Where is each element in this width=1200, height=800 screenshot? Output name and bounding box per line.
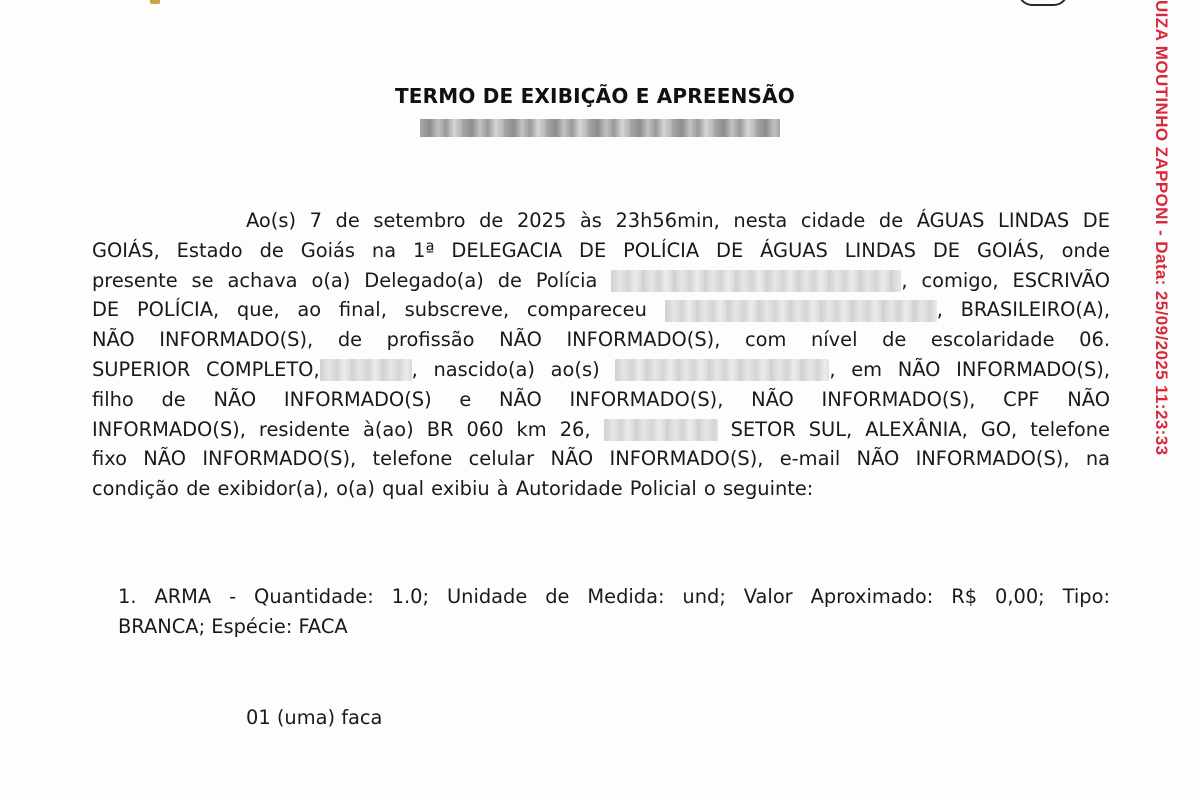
paragraph-line [92,474,1110,504]
paragraph-text: , em NÃO INFORMADO(S), [829,357,1111,381]
paragraph-line [92,206,1110,236]
paragraph-text: condição de exibidor(a), o(a) qual exibiu à Autoridade Policial o seguinte: [92,477,814,501]
item-line: BRANCA; Espécie: FACA [118,615,348,638]
paragraph-line [92,444,1110,474]
paragraph-text: , BRASILEIRO(A), [936,298,1110,322]
redacted-delegate-name [611,270,901,292]
redacted-address [604,419,718,441]
paragraph-text: fixo NÃO INFORMADO(S), telefone celular NÃO INFORMADO(S), e-mail NÃO INFORMADO(S), na [92,447,1110,471]
paragraph-line [92,385,1110,415]
signature-stamp-text: UIZA MOUTINHO ZAPPONI - Data: 25/09/2025 11:23:33 [1152,0,1171,456]
seized-item-entry [118,582,1110,642]
paragraph-text: , comigo, ESCRIVÃO [901,268,1110,292]
paragraph-text: Ao(s) 7 de setembro de 2025 às 23h56min, nesta cidade de ÁGUAS LINDAS DE [246,209,1110,232]
item-line: 1. ARMA - Quantidade: 1.0; Unidade de Medida: und; Valor Aproximado: R$ 0,00; Tipo: [118,585,1110,608]
document-body-paragraph [92,206,1110,504]
paragraph-line [92,295,1110,325]
redacted-subtitle [420,119,780,137]
redacted-birth-date [615,359,829,381]
document-title: TERMO DE EXIBIÇÃO E APREENSÃO [394,84,796,108]
paragraph-text: DE POLÍCIA, que, ao final, subscreve, compareceu [92,298,647,322]
paragraph-line [92,415,1110,445]
seal-fragment [1018,0,1068,6]
paragraph-line [92,325,1110,355]
paragraph-text: SUPERIOR COMPLETO, [92,357,320,381]
paragraph-text: GOIÁS, Estado de Goiás na 1ª DELEGACIA DE POLÍCIA DE ÁGUAS LINDAS DE GOIÁS, onde [92,238,1110,262]
paragraph-text: NÃO INFORMADO(S), de profissão NÃO INFORMADO(S), com nível de escolaridade 06. [92,328,1110,352]
paragraph-text: INFORMADO(S), residente à(ao) BR 060 km 26, [92,417,591,441]
paragraph-line [92,236,1110,266]
paragraph-text: SETOR SUL, ALEXÂNIA, GO, telefone [730,417,1111,441]
digital-signature-stamp [1143,0,1183,510]
redacted-field [320,359,412,381]
paragraph-text: , nascido(a) ao(s) [411,357,600,381]
paragraph-text: presente se achava o(a) Delegado(a) de Polícia [92,268,598,292]
logo-fragment [150,0,160,4]
paragraph-text: filho de NÃO INFORMADO(S) e NÃO INFORMADO(S), NÃO INFORMADO(S), CPF NÃO [92,387,1110,411]
redacted-person-name [665,300,937,322]
paragraph-line [92,266,1110,296]
paragraph-line [92,355,1110,385]
item-description: 01 (uma) faca [246,706,383,729]
